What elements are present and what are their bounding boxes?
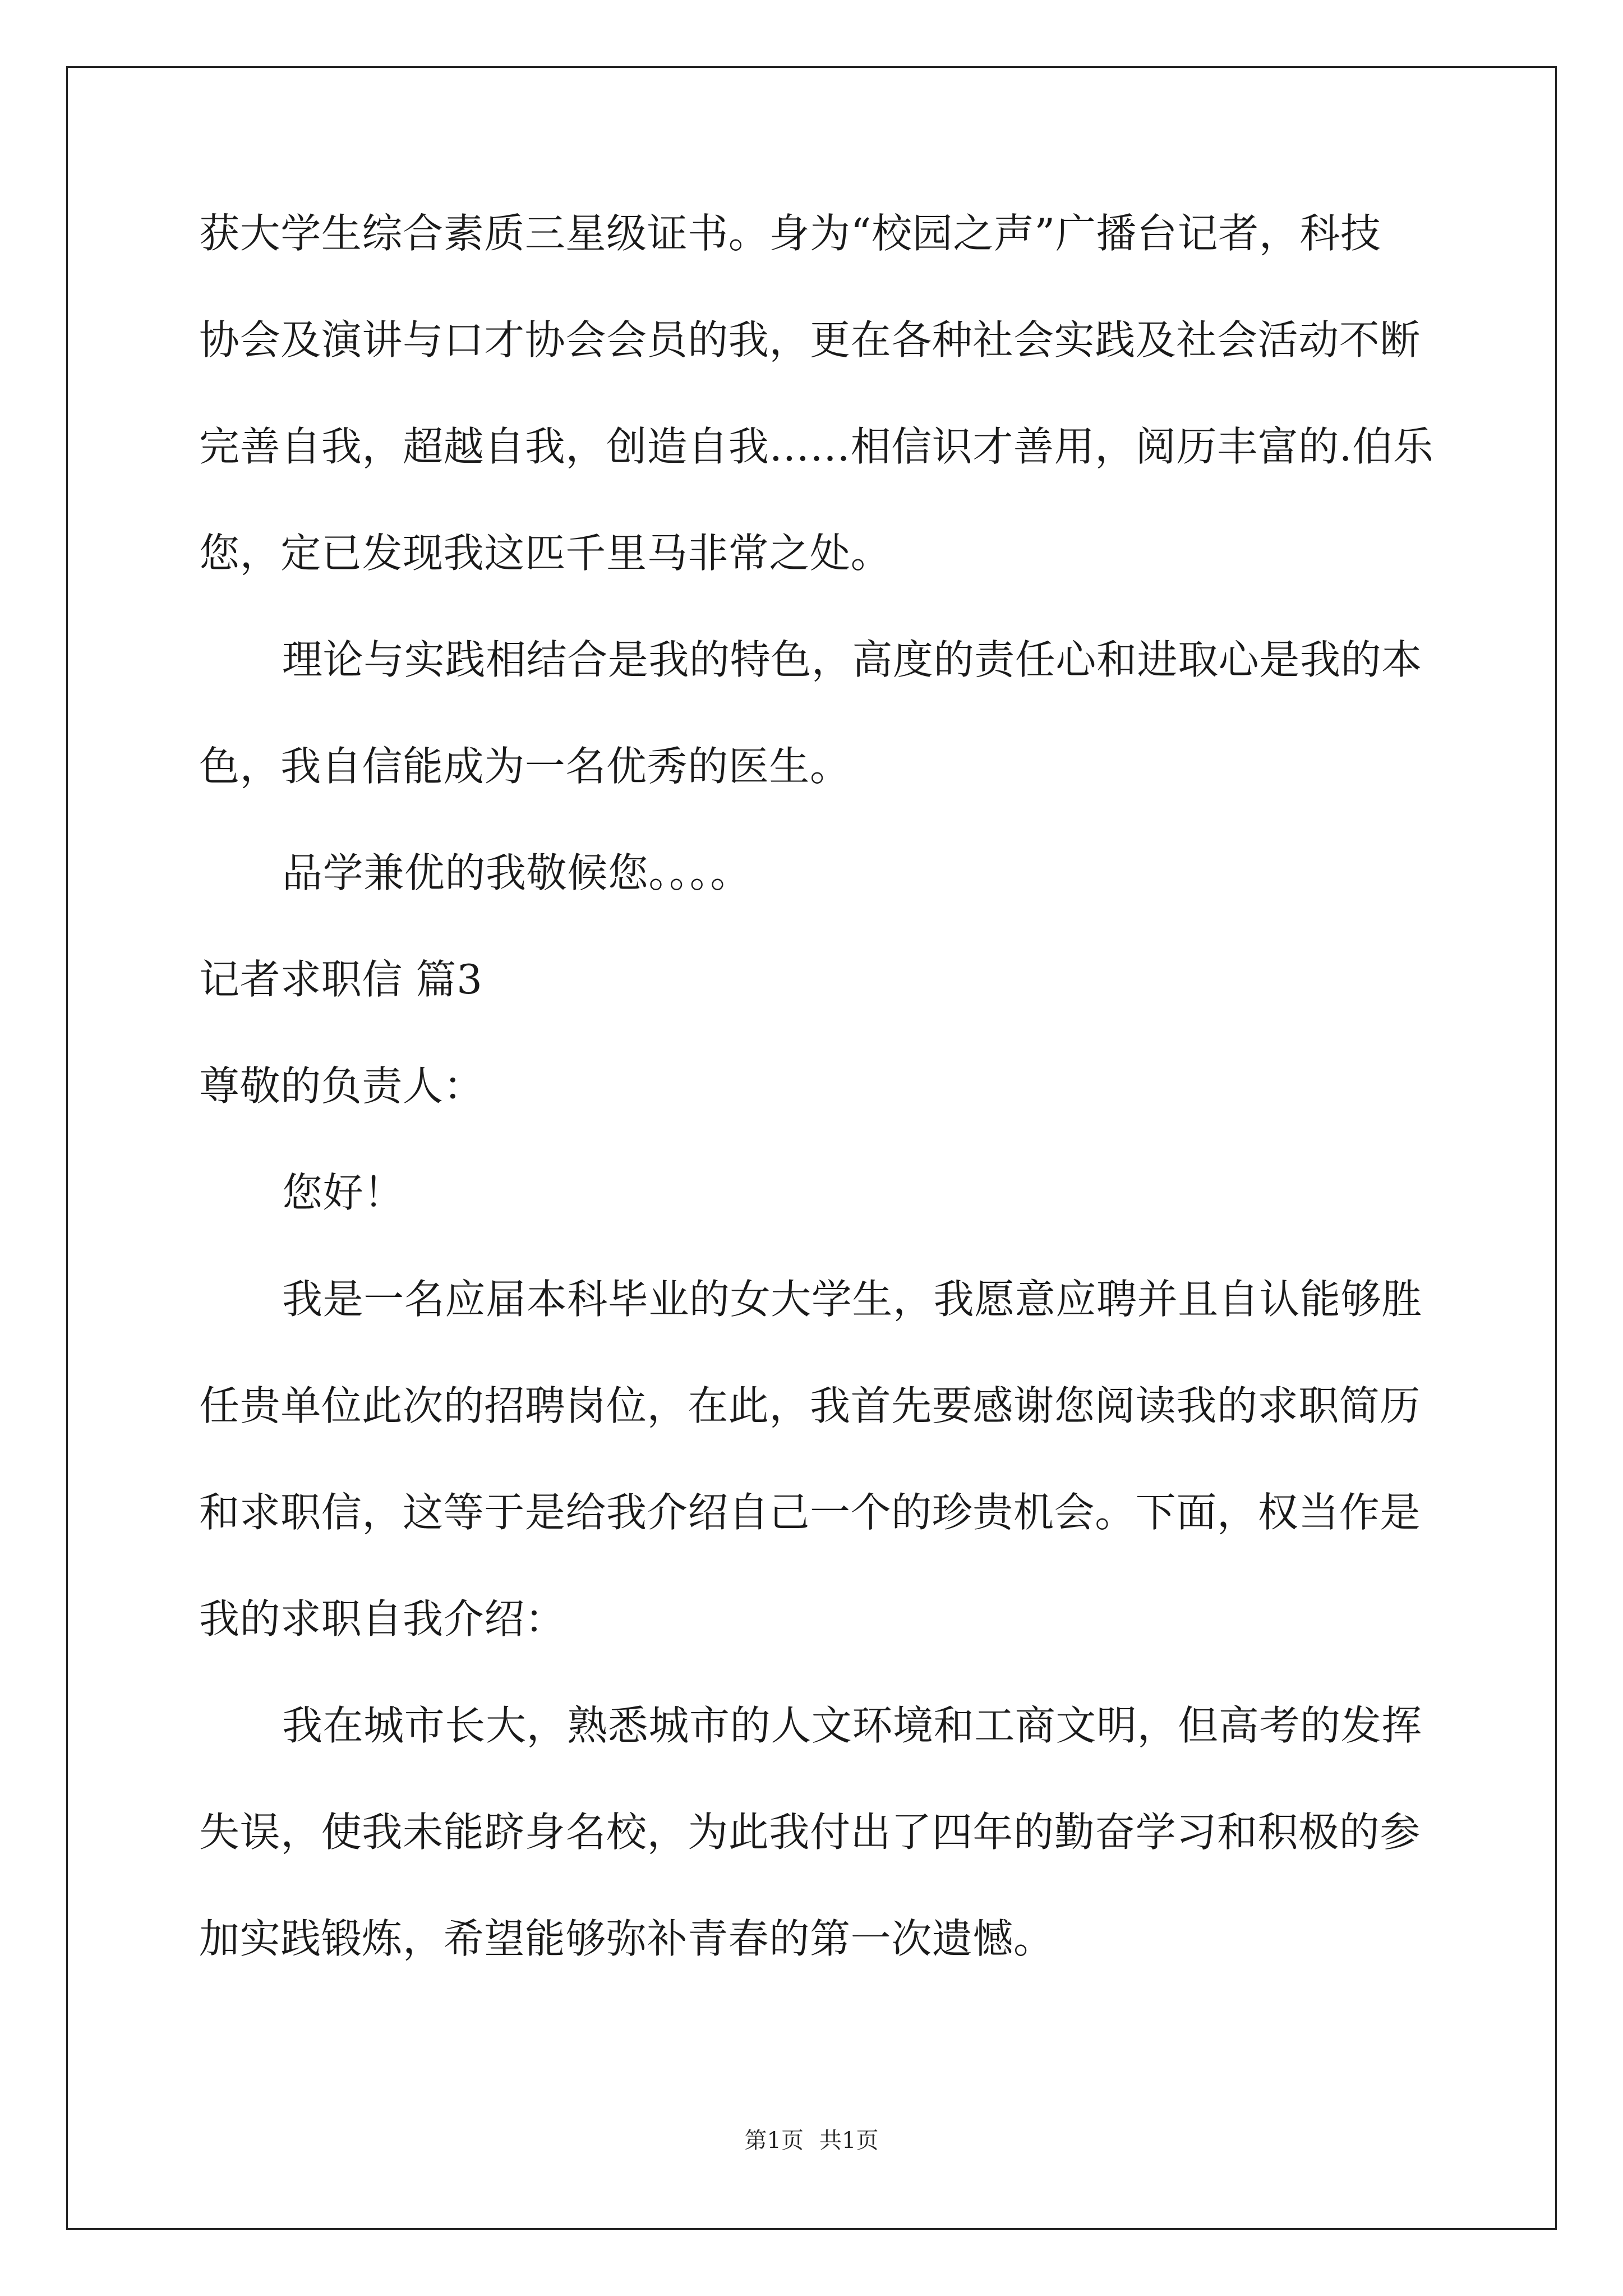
text-line: 失误，使我未能跻身名校，为此我付出了四年的勤奋学习和积极的参 [199, 1809, 1421, 1856]
page-border [66, 66, 1557, 2230]
text-line: 理论与实践相结合是我的特色，高度的责任心和进取心是我的本 [282, 636, 1422, 683]
text-line: 品学兼优的我敬候您。。。。 [282, 849, 751, 896]
text-line: 我的求职自我介绍： [199, 1595, 566, 1642]
text-line: 协会及演讲与口才协会会员的我，更在各种社会实践及社会活动不断 [199, 316, 1421, 364]
text-line: 任贵单位此次的招聘岗位，在此，我首先要感谢您阅读我的求职简历 [199, 1382, 1421, 1429]
text-line: 我是一名应届本科毕业的女大学生，我愿意应聘并且自认能够胜 [282, 1276, 1422, 1323]
text-line: 您，定已发现我这匹千里马非常之处。 [199, 530, 892, 577]
salutation: 尊敬的负责人： [199, 1062, 485, 1110]
text-line: 我在城市长大，熟悉城市的人文环境和工商文明，但高考的发挥 [282, 1702, 1422, 1749]
text-line: 完善自我，超越自我，创造自我……相信识才善用，阅历丰富的.伯乐 [199, 423, 1434, 470]
greeting: 您好！ [282, 1169, 404, 1216]
section-heading: 记者求职信 篇3 [199, 956, 483, 1003]
text-line: 色，我自信能成为一名优秀的医生。 [199, 743, 851, 790]
text-line: 获大学生综合素质三星级证书。身为“校园之声”广播台记者，科技 [199, 210, 1381, 257]
text-line: 加实践锻炼，希望能够弥补青春的第一次遗憾。 [199, 1915, 1054, 1962]
page-total: 共1页 [819, 2128, 879, 2154]
page-number: 第1页 [744, 2128, 804, 2154]
text-line: 和求职信，这等于是给我介绍自己一个的珍贵机会。下面，权当作是 [199, 1489, 1421, 1536]
page-footer [0, 2123, 1623, 2155]
